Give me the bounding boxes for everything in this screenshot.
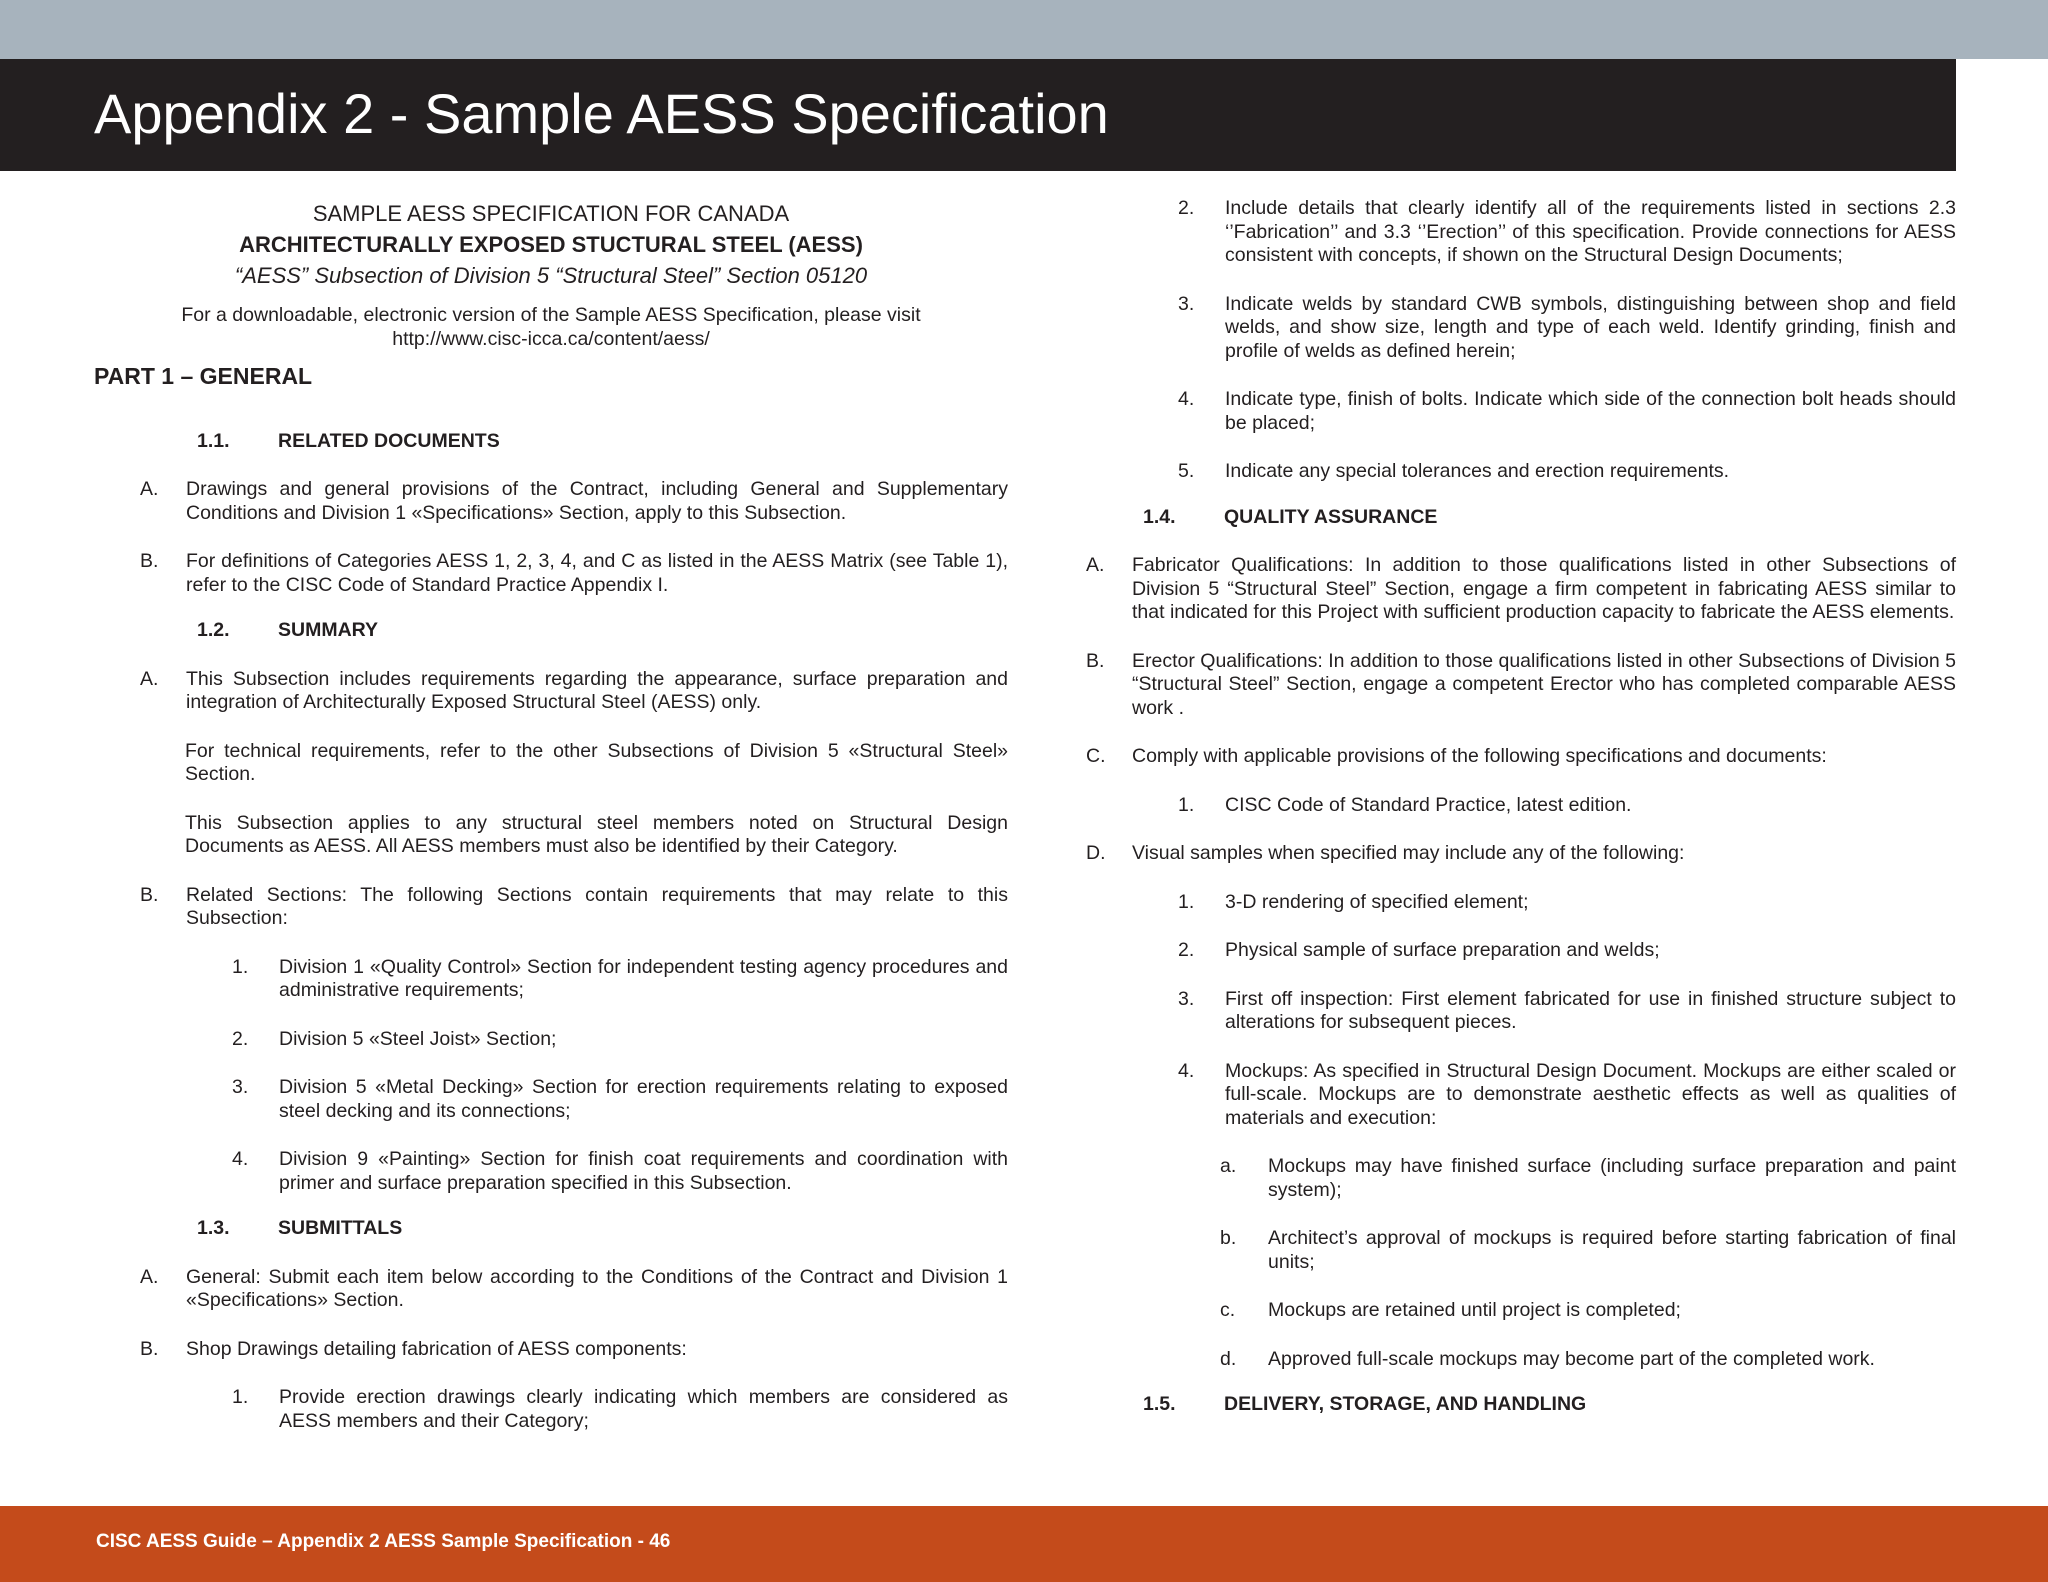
list-text: Indicate welds by standard CWB symbols, distinguishing between shop and field welds, and show size, length and type of each weld. Identify grinding, finish and profile of welds as defined herein;: [1225, 292, 1956, 362]
list-text: Division 1 «Quality Control» Section for independent testing agency procedures and administrative requirements;: [279, 955, 1008, 1001]
list-item: [94, 1386, 1008, 1433]
list-item: [1040, 745, 1956, 769]
section-heading-1-1: [94, 430, 1008, 454]
list-item: [1040, 1155, 1956, 1202]
list-label: 1.: [1178, 890, 1195, 913]
section-number: 1.5.: [1143, 1393, 1176, 1415]
list-item: [94, 1266, 1008, 1313]
list-text: Mockups may have finished surface (including surface preparation and paint system);: [1268, 1155, 1956, 1201]
list-item: [1040, 794, 1956, 818]
list-text: Related Sections: The following Sections contain requirements that may relate to this Subsection:: [186, 883, 1008, 929]
list-item: [1040, 891, 1956, 915]
list-item: [94, 1076, 1008, 1123]
right-column: [1040, 197, 1956, 1417]
spec-heading-line3: “AESS” Subsection of Division 5 “Structural Steel” Section 05120: [234, 263, 868, 288]
list-item: [1040, 197, 1956, 268]
list-text: Division 5 «Metal Decking» Section for erection requirements relating to exposed steel decking and its connections;: [279, 1076, 1008, 1122]
section-title: RELATED DOCUMENTS: [278, 429, 500, 452]
section-heading-1-2: [94, 619, 1008, 643]
list-text: Visual samples when specified may include any of the following:: [1132, 842, 1685, 864]
list-text: Comply with applicable provisions of the following specifications and documents:: [1132, 745, 1827, 767]
title-bar: [0, 59, 1956, 171]
list-item: [94, 884, 1008, 931]
list-label: a.: [1220, 1155, 1237, 1177]
list-label: 4.: [232, 1148, 249, 1170]
list-text: Include details that clearly identify all of the requirements listed in sections 2.3 ‘’Fabrication’’ and 3.3 ‘’Erection’’ of this specification. Provide connections for AESS consistent with concepts, if shown on the Structural Design Documents;: [1225, 197, 1956, 266]
list-text: Physical sample of surface preparation and welds;: [1225, 939, 1660, 961]
list-label: 4.: [1178, 1059, 1195, 1082]
download-note-text: For a downloadable, electronic version of the Sample AESS Specification, please visit: [181, 304, 921, 326]
list-text: Mockups: As specified in Structural Design Document. Mockups are either scaled or full-scale. Mockups are to demonstrate aesthetic effects as well as qualities of materials and execution:: [1225, 1059, 1956, 1129]
list-label: 1.: [1178, 793, 1195, 816]
list-text: 3-D rendering of specified element;: [1225, 890, 1529, 913]
spec-heading: [94, 198, 1008, 351]
section-number: 1.2.: [197, 619, 230, 641]
list-item: [1040, 1060, 1956, 1131]
footer-text: CISC AESS Guide – Appendix 2 AESS Sample Specification - 46: [96, 1531, 671, 1552]
section-title: SUMMARY: [278, 619, 379, 641]
section-number: 1.4.: [1143, 505, 1176, 528]
list-item: [94, 1028, 1008, 1052]
spec-heading-line1: SAMPLE AESS SPECIFICATION FOR CANADA: [312, 201, 790, 226]
list-label: 4.: [1178, 388, 1195, 410]
list-text: Indicate any special tolerances and erection requirements.: [1225, 460, 1730, 482]
section-number: 1.3.: [197, 1217, 230, 1239]
list-label: c.: [1220, 1299, 1236, 1321]
list-item: [94, 668, 1008, 715]
spec-heading-line2: ARCHITECTURALLY EXPOSED STUCTURAL STEEL (AESS): [239, 232, 863, 257]
list-text: Division 9 «Painting» Section for finish coat requirements and coordination with primer and surface preparation specified in this Subsection.: [279, 1148, 1008, 1194]
list-text: Mockups are retained until project is completed;: [1268, 1299, 1681, 1321]
list-text: Division 5 «Steel Joist» Section;: [279, 1027, 557, 1050]
list-label: B.: [1086, 649, 1105, 672]
list-label: 1.: [232, 1386, 249, 1408]
list-item: [94, 478, 1008, 525]
list-label: D.: [1086, 842, 1106, 864]
list-item: [1040, 939, 1956, 963]
list-item: [94, 1338, 1008, 1362]
list-label: 2.: [232, 1027, 249, 1050]
list-text: First off inspection: First element fabricated for use in finished structure subject to alterations for subsequent pieces.: [1225, 987, 1956, 1033]
list-text: CISC Code of Standard Practice, latest edition.: [1225, 793, 1632, 816]
list-item: [94, 1148, 1008, 1195]
list-label: 3.: [232, 1076, 249, 1098]
section-title: DELIVERY, STORAGE, AND HANDLING: [1224, 1393, 1587, 1415]
list-text: Indicate type, finish of bolts. Indicate which side of the connection bolt heads should be placed;: [1225, 388, 1956, 434]
list-label: A.: [140, 478, 159, 500]
list-label: C.: [1086, 745, 1106, 767]
list-text: For definitions of Categories AESS 1, 2, 3, 4, and C as listed in the AESS Matrix (see Table 1), refer to the CISC Code of Standard Practice Appendix I.: [186, 550, 1008, 596]
list-label: 2.: [1178, 939, 1195, 961]
list-label: A.: [1086, 554, 1105, 576]
list-text: Shop Drawings detailing fabrication of AESS components:: [186, 1337, 687, 1360]
section-title: SUBMITTALS: [278, 1217, 403, 1239]
list-label: B.: [140, 550, 159, 572]
list-text: Fabricator Qualifications: In addition to those qualifications listed in other Subsections of Division 5 “Structural Steel” Section, engage a firm competent in fabricating AESS similar to that indicated for this Project with sufficient production capacity to fabricate the AESS elements.: [1132, 554, 1956, 623]
list-label: A.: [140, 667, 159, 690]
top-strip: [0, 0, 2048, 59]
list-item: [1040, 842, 1956, 866]
list-item: [1040, 554, 1956, 625]
left-column: [94, 198, 1008, 1433]
section-heading-1-4: [1040, 506, 1956, 530]
paragraph: For technical requirements, refer to the other Subsections of Division 5 «Structural Steel» Section.: [185, 739, 1008, 785]
footer-bar: [0, 1506, 2048, 1582]
list-label: 3.: [1178, 987, 1195, 1010]
list-label: 3.: [1178, 292, 1195, 315]
section-heading-1-5: [1040, 1393, 1956, 1417]
section-title: QUALITY ASSURANCE: [1224, 505, 1438, 528]
part-heading: PART 1 – GENERAL: [94, 363, 313, 389]
list-label: B.: [140, 1337, 159, 1360]
list-item: [94, 956, 1008, 1003]
list-item: [1040, 388, 1956, 435]
list-label: d.: [1220, 1347, 1237, 1370]
list-text: General: Submit each item below according to the Conditions of the Contract and Division 1 «Specifications» Section.: [186, 1265, 1008, 1311]
list-label: b.: [1220, 1227, 1237, 1249]
download-link[interactable]: http://www.cisc-icca.ca/content/aess/: [392, 328, 710, 350]
list-item: [1040, 460, 1956, 484]
page-title: Appendix 2 - Sample AESS Specification: [94, 82, 1109, 145]
list-label: 5.: [1178, 460, 1195, 482]
list-text: This Subsection includes requirements regarding the appearance, surface preparation and integration of Architecturally Exposed Structural Steel (AESS) only.: [186, 667, 1008, 713]
list-label: A.: [140, 1265, 159, 1288]
list-text: Architect’s approval of mockups is required before starting fabrication of final units;: [1268, 1227, 1956, 1273]
list-text: Drawings and general provisions of the Contract, including General and Supplementary Conditions and Division 1 «Specifications» Section, apply to this Subsection.: [186, 478, 1008, 524]
list-item: [1040, 650, 1956, 721]
list-label: 2.: [1178, 197, 1195, 219]
list-item: [1040, 1348, 1956, 1372]
list-label: 1.: [232, 955, 249, 978]
list-label: B.: [140, 883, 159, 906]
list-item: [1040, 1227, 1956, 1274]
download-note: [94, 303, 1008, 351]
section-heading-1-3: [94, 1217, 1008, 1241]
list-text: Approved full-scale mockups may become part of the completed work.: [1268, 1347, 1875, 1370]
list-item: [1040, 293, 1956, 364]
list-text: Provide erection drawings clearly indicating which members are considered as AESS members and their Category;: [279, 1386, 1008, 1432]
list-text: Erector Qualifications: In addition to those qualifications listed in other Subsections of Division 5 “Structural Steel” Section, engage a competent Erector who has completed comparable AESS work .: [1132, 649, 1956, 719]
section-number: 1.1.: [197, 429, 230, 452]
list-item: [94, 550, 1008, 597]
list-item: [1040, 988, 1956, 1035]
paragraph: This Subsection applies to any structural steel members noted on Structural Design Documents as AESS. All AESS members must also be identified by their Category.: [185, 811, 1008, 857]
list-item: [1040, 1299, 1956, 1323]
